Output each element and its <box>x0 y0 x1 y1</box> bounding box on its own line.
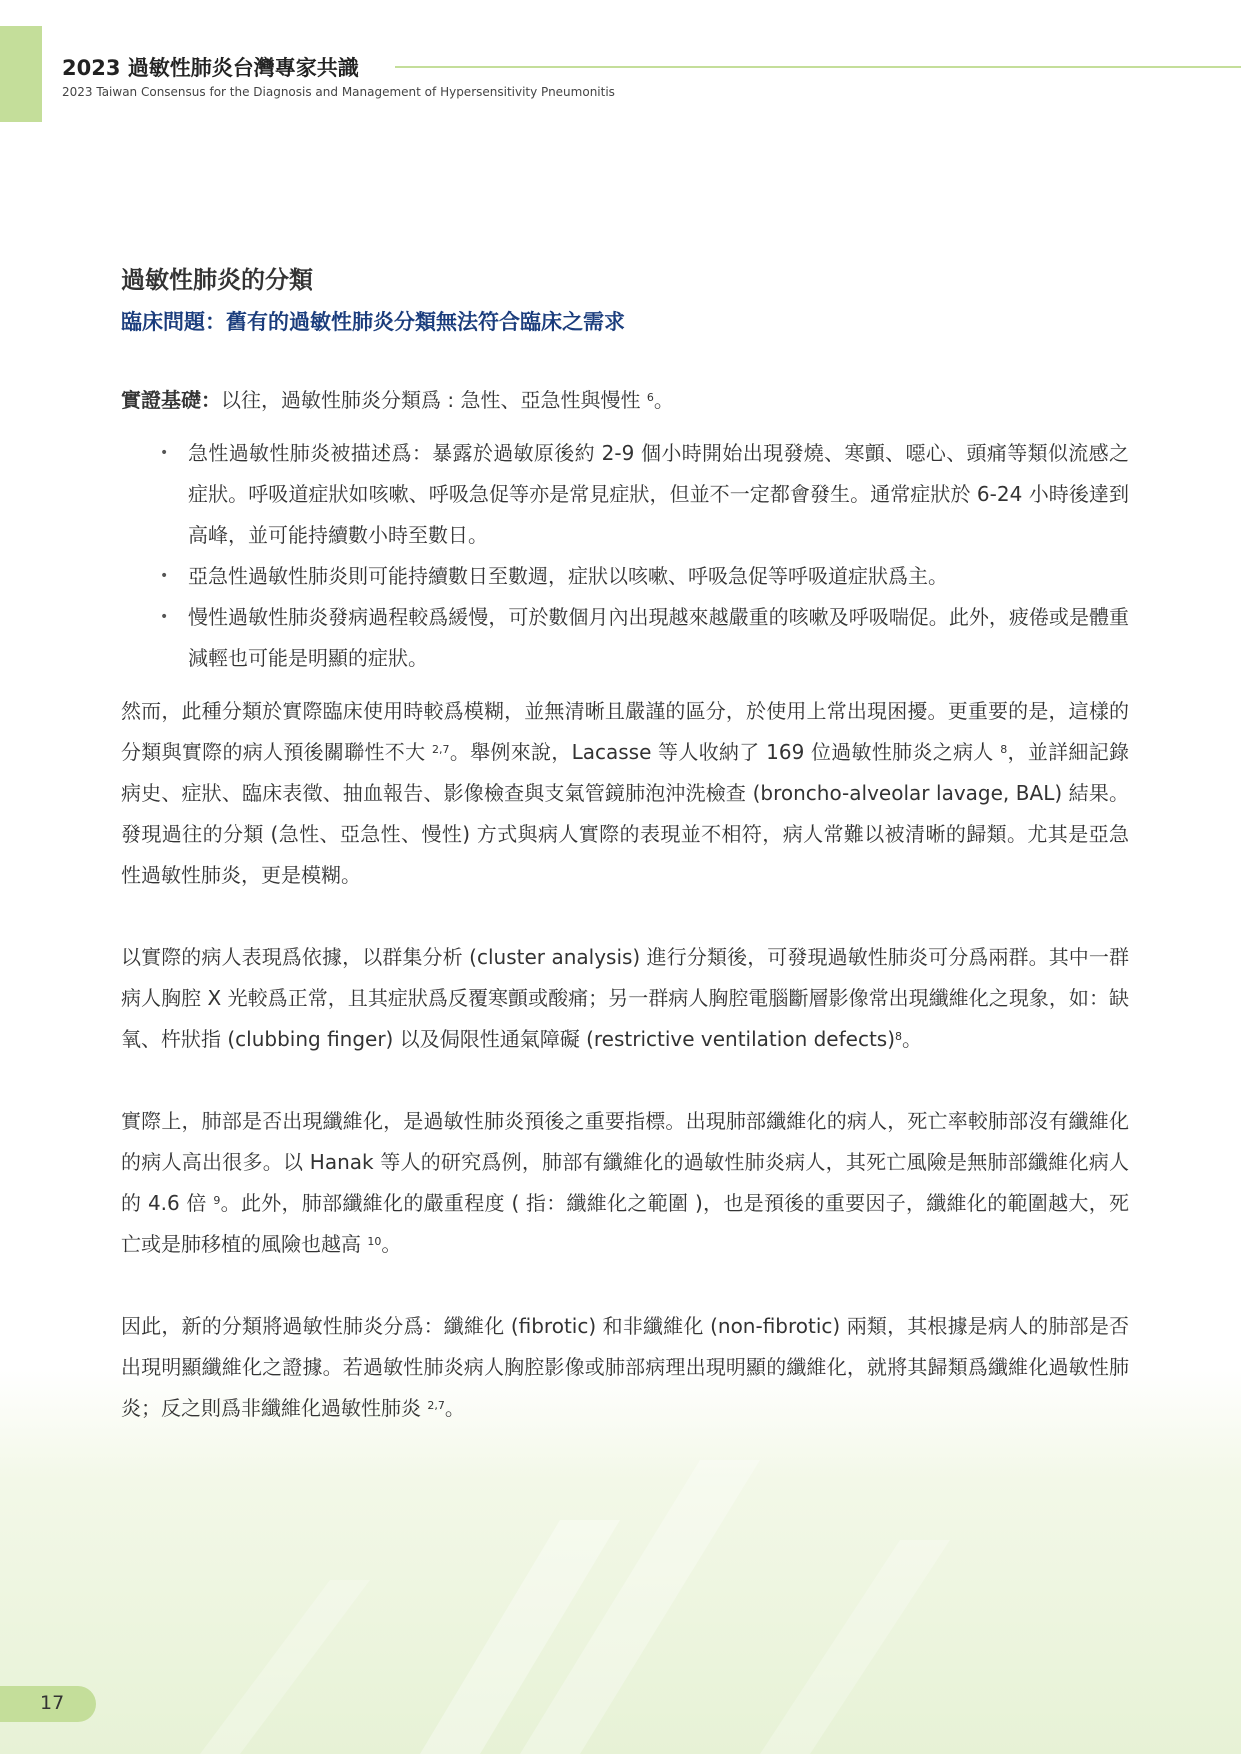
paragraph-4-text-b: 。 <box>444 1396 465 1420</box>
paragraph-3-text-c: 。 <box>381 1232 402 1256</box>
citation: 2,7 <box>432 743 450 756</box>
header-title: 2023 過敏性肺炎台灣專家共識 <box>62 56 359 80</box>
paragraph-2-text-b: 。 <box>902 1027 923 1051</box>
paragraph-2-text-a: 以實際的病人表現爲依據，以群集分析 (cluster analysis) 進行分類後，可發現過敏性肺炎可分爲兩群。其中一群病人胸腔 X 光較爲正常，且其症狀爲反覆寒顫或酸痛；另一群病人胸腔電腦斷層影像常出現纖維化之現象，如：缺氧、杵狀指 (clubbing finger) 以及侷限性通氣障礙 (restrictive ventilation defects) <box>121 945 1129 1051</box>
paragraph-1-text-c: ，並詳細記錄病史、症狀、臨床表徵、抽血報告、影像檢查與支氣管鏡肺泡沖洗檢查 (broncho-alveolar lavage, BAL) 結果。發現過往的分類 (急性、亞急性、慢性) 方式與病人實際的表現並不相符，病人常難以被清晰的歸類。尤其是亞急性過敏性肺炎，更是模糊。 <box>121 740 1130 887</box>
clinical-question: 臨床問題：舊有的過敏性肺炎分類無法符合臨床之需求 <box>121 310 625 334</box>
page-number: 17 <box>40 1692 65 1714</box>
paragraph-4-text-a: 因此，新的分類將過敏性肺炎分爲：纖維化 (fibrotic) 和非纖維化 (non-fibrotic) 兩類，其根據是病人的肺部是否出現明顯纖維化之證據。若過敏性肺炎病人胸腔影像或肺部病理出現明顯的纖維化，就將其歸類爲纖維化過敏性肺炎；反之則爲非纖維化過敏性肺炎 <box>121 1314 1129 1420</box>
section-title: 過敏性肺炎的分類 <box>121 266 313 294</box>
list-item-subacute: • 亞急性過敏性肺炎則可能持續數日至數週，症狀以咳嗽、呼吸急促等呼吸道症狀爲主。 <box>188 556 1129 597</box>
page-number-tab <box>0 1686 96 1722</box>
citation: 2,7 <box>427 1399 445 1412</box>
paragraph-1-text-a: 然而，此種分類於實際臨床使用時較爲模糊，並無清晰且嚴謹的區分，於使用上常出現困擾。更重要的是，這樣的分類與實際的病人預後關聯性不大 <box>121 699 1129 764</box>
citation: 10 <box>367 1235 382 1248</box>
paragraph-3 <box>121 1101 1129 1265</box>
citation: 6 <box>646 391 654 404</box>
paragraph-3-text-a: 實際上，肺部是否出現纖維化，是過敏性肺炎預後之重要指標。出現肺部纖維化的病人，死亡率較肺部沒有纖維化的病人高出很多。以 Hanak 等人的研究爲例，肺部有纖維化的過敏性肺炎病人，其死亡風險是無肺部纖維化病人的 4.6 倍 <box>121 1109 1129 1215</box>
main-content <box>121 262 1129 1429</box>
list-item-chronic: • 慢性過敏性肺炎發病過程較爲緩慢，可於數個月內出現越來越嚴重的咳嗽及呼吸喘促。此外，疲倦或是體重減輕也可能是明顯的症狀。 <box>188 597 1129 679</box>
evidence-label: 實證基礎： <box>121 388 221 412</box>
evidence-end: 。 <box>653 388 674 412</box>
paragraph-1 <box>121 691 1129 896</box>
classification-list <box>121 433 1129 679</box>
citation: 8 <box>895 1030 903 1043</box>
citation: 9 <box>213 1194 221 1207</box>
evidence-paragraph <box>121 380 1129 421</box>
paragraph-3-text-b: 。此外，肺部纖維化的嚴重程度 ( 指：纖維化之範圍 )，也是預後的重要因子，纖維化的範圍越大，死亡或是肺移植的風險也越高 <box>121 1191 1129 1256</box>
paragraph-4 <box>121 1306 1129 1429</box>
paragraph-2 <box>121 937 1129 1060</box>
header-divider <box>395 66 1241 68</box>
background-decoration <box>0 1400 1241 1754</box>
citation: 8 <box>1000 743 1008 756</box>
evidence-text: 以往，過敏性肺炎分類爲 : 急性、亞急性與慢性 <box>221 388 647 412</box>
header-subtitle: 2023 Taiwan Consensus for the Diagnosis and Management of Hypersensitivity Pneumonitis <box>62 85 615 99</box>
paragraph-1-text-b: 。舉例來說，Lacasse 等人收納了 169 位過敏性肺炎之病人 <box>449 740 1001 764</box>
list-item-acute: • 急性過敏性肺炎被描述爲：暴露於過敏原後約 2-9 個小時開始出現發燒、寒顫、噁心、頭痛等類似流感之症狀。呼吸道症狀如咳嗽、呼吸急促等亦是常見症狀，但並不一定都會發生。通常症狀於 6-24 小時後達到高峰，並可能持續數小時至數日。 <box>188 433 1129 556</box>
header-corner-tab <box>0 26 42 122</box>
